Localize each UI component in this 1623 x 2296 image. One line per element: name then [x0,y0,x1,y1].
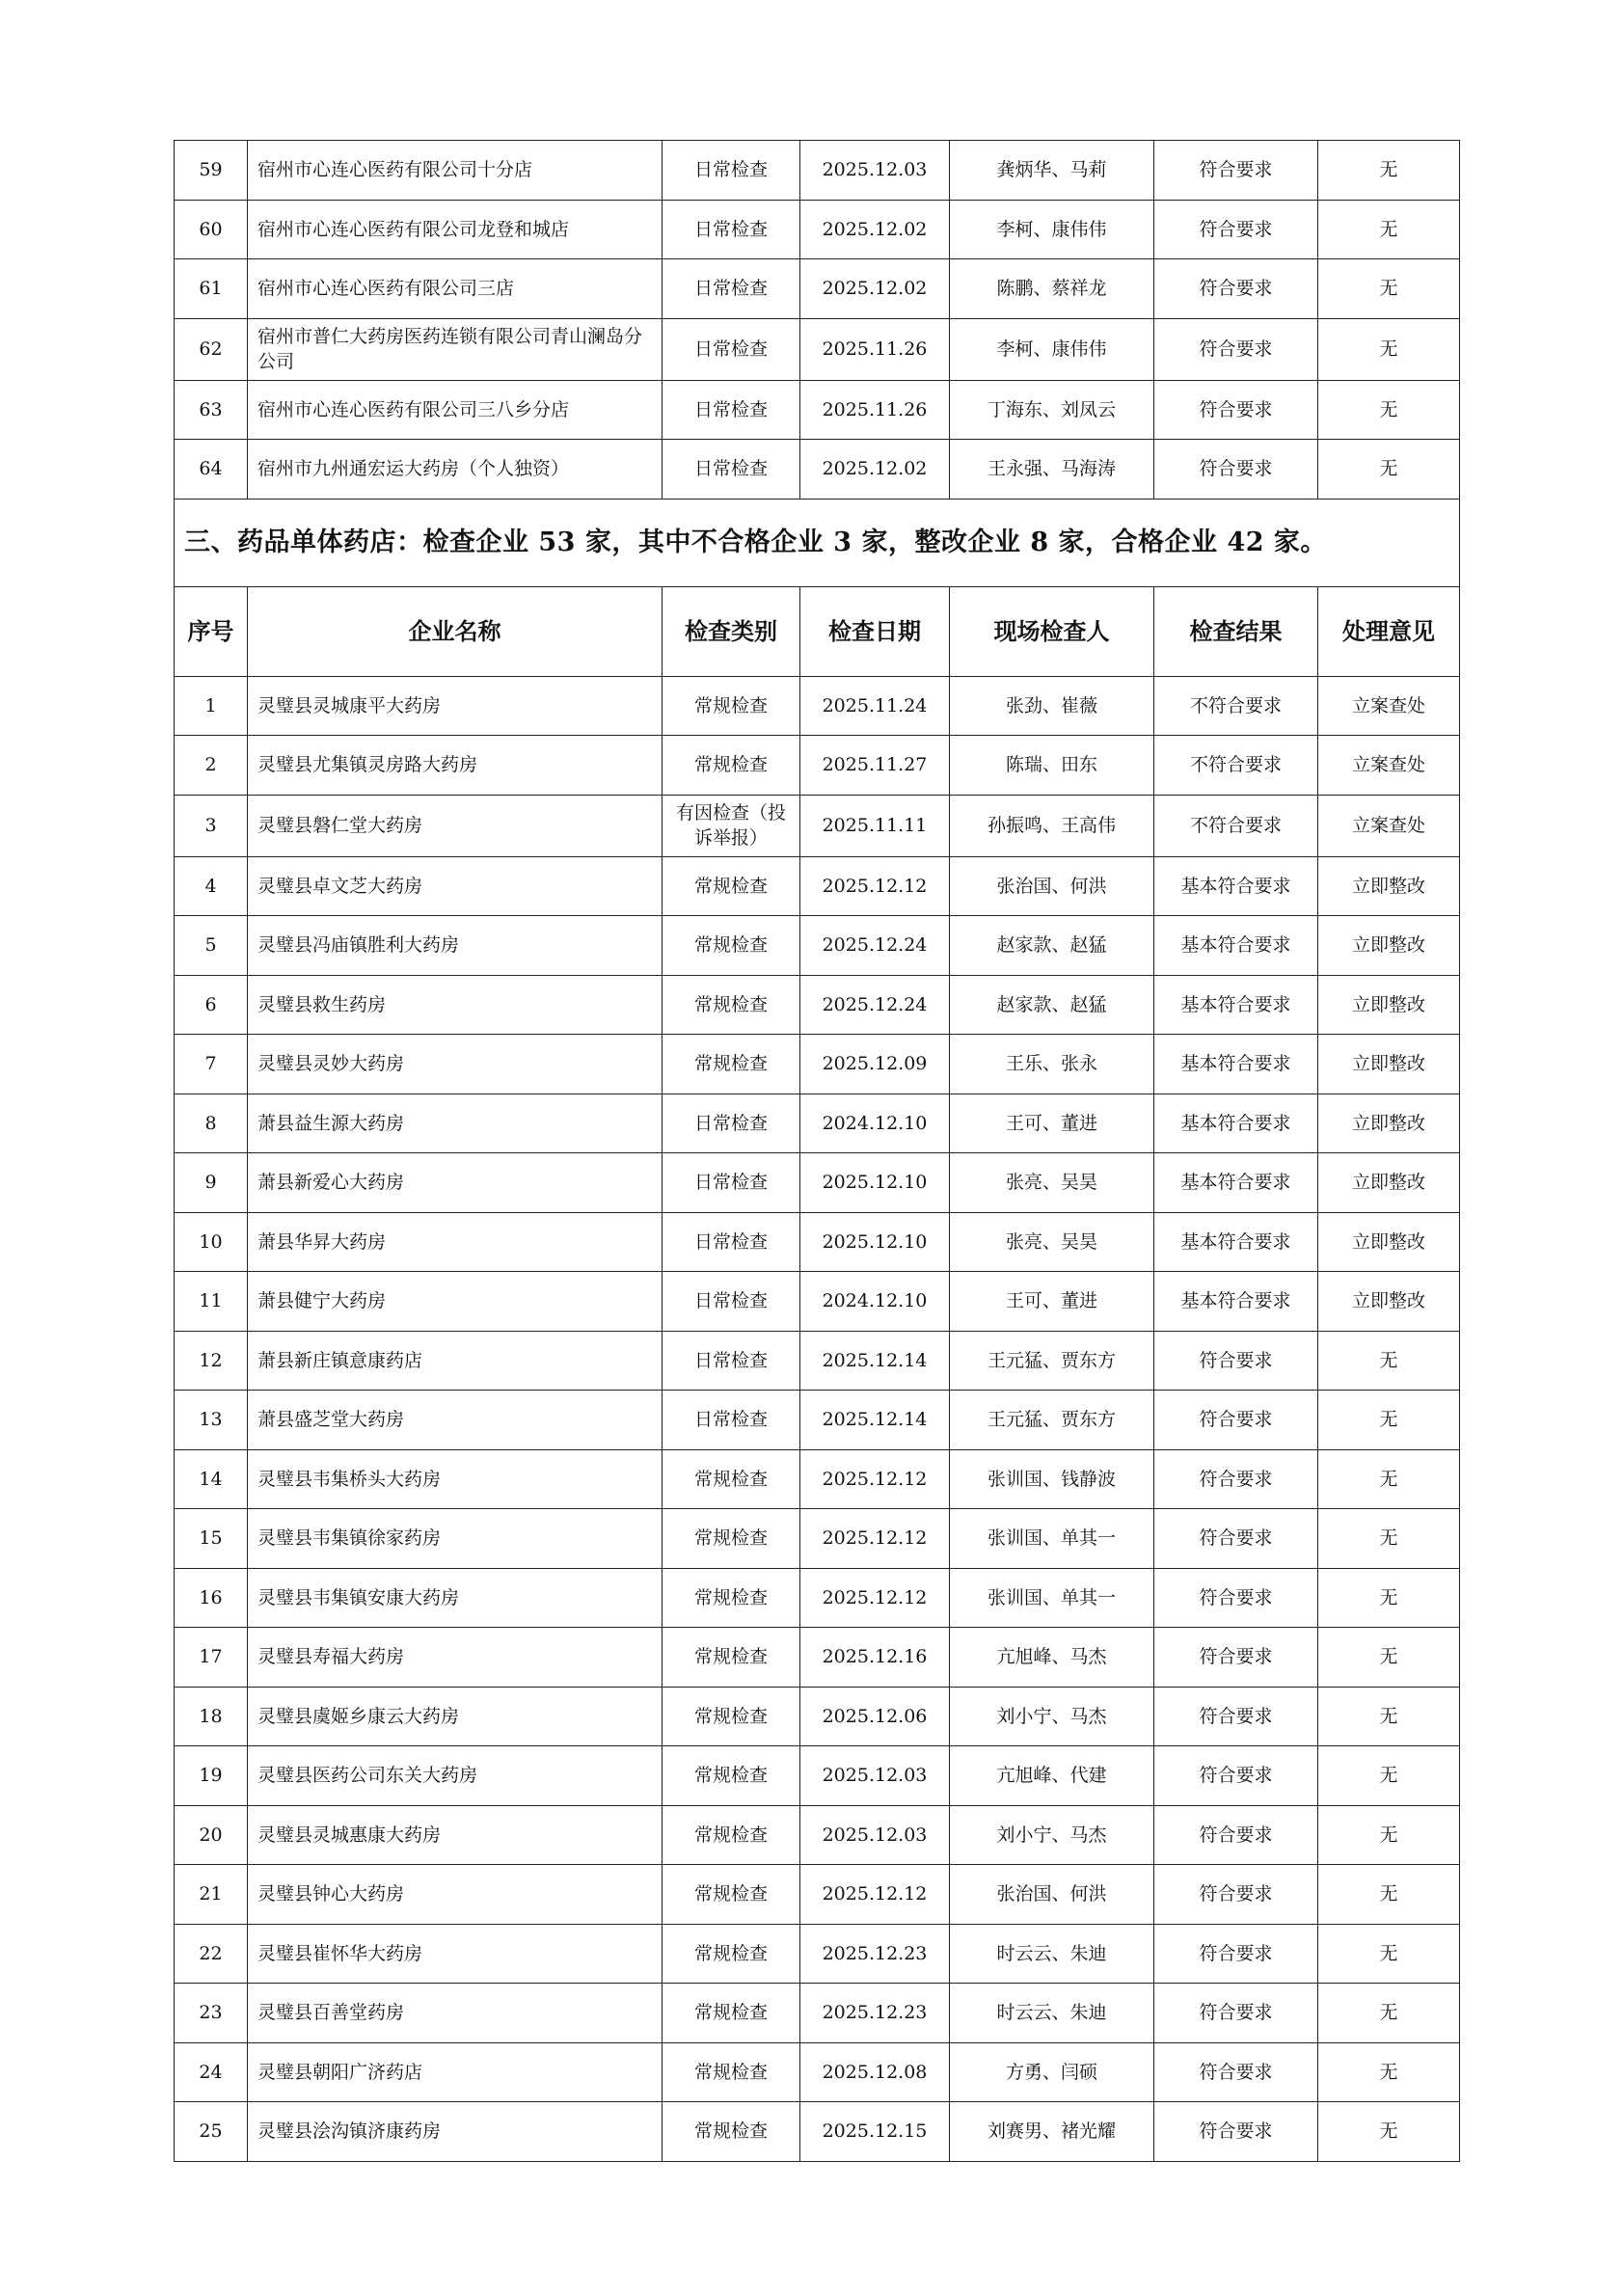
cell-no: 22 [175,1924,248,1984]
cell-action: 无 [1318,1568,1460,1628]
cell-inspectors: 张劲、崔薇 [950,676,1154,736]
cell-inspectors: 时云云、朱迪 [950,1924,1154,1984]
cell-action: 无 [1318,1924,1460,1984]
cell-no: 2 [175,736,248,796]
cell-type: 日常检查 [663,380,800,440]
header-no: 序号 [175,586,248,676]
table-row [175,259,1460,319]
cell-result: 符合要求 [1154,318,1318,380]
table-row [175,1984,1460,2043]
table-row [175,1568,1460,1628]
cell-result: 符合要求 [1154,141,1318,201]
cell-date: 2025.12.24 [800,975,950,1035]
cell-no: 6 [175,975,248,1035]
table-row [175,318,1460,380]
top-rows [175,141,1460,500]
cell-inspectors: 张治国、何洪 [950,1865,1154,1925]
table-row [175,1391,1460,1450]
table-row [175,1094,1460,1153]
cell-result: 符合要求 [1154,2102,1318,2162]
cell-no: 17 [175,1628,248,1688]
cell-inspectors: 王可、董进 [950,1272,1154,1332]
table-row [175,141,1460,201]
cell-type: 常规检查 [663,1924,800,1984]
cell-type: 常规检查 [663,975,800,1035]
cell-no: 18 [175,1687,248,1746]
cell-no: 60 [175,200,248,259]
cell-name: 灵璧县灵城惠康大药房 [248,1805,663,1865]
table-row [175,200,1460,259]
cell-result: 符合要求 [1154,440,1318,500]
cell-action: 无 [1318,141,1460,201]
cell-action: 立即整改 [1318,856,1460,916]
cell-date: 2025.12.10 [800,1153,950,1213]
cell-date: 2025.12.16 [800,1628,950,1688]
cell-inspectors: 张训国、单其一 [950,1509,1154,1569]
cell-type: 常规检查 [663,2042,800,2102]
cell-inspectors: 时云云、朱迪 [950,1984,1154,2043]
cell-inspectors: 赵家款、赵猛 [950,975,1154,1035]
cell-name: 萧县盛芝堂大药房 [248,1391,663,1450]
cell-date: 2024.12.10 [800,1272,950,1332]
cell-result: 符合要求 [1154,1984,1318,2043]
cell-no: 12 [175,1331,248,1391]
cell-date: 2025.12.23 [800,1924,950,1984]
cell-type: 常规检查 [663,1509,800,1569]
cell-type: 常规检查 [663,1984,800,2043]
cell-result: 基本符合要求 [1154,1272,1318,1332]
cell-date: 2025.12.15 [800,2102,950,2162]
cell-inspectors: 张亮、吴昊 [950,1212,1154,1272]
cell-type: 常规检查 [663,1449,800,1509]
cell-action: 无 [1318,380,1460,440]
cell-name: 灵璧县朝阳广济药店 [248,2042,663,2102]
cell-action: 立即整改 [1318,1094,1460,1153]
cell-no: 1 [175,676,248,736]
inspection-table [174,140,1460,2162]
cell-inspectors: 张亮、吴昊 [950,1153,1154,1213]
cell-inspectors: 亢旭峰、马杰 [950,1628,1154,1688]
table-row [175,2102,1460,2162]
cell-inspectors: 张训国、钱静波 [950,1449,1154,1509]
cell-no: 4 [175,856,248,916]
cell-no: 23 [175,1984,248,2043]
cell-inspectors: 孙振鸣、王高伟 [950,795,1154,856]
cell-type: 日常检查 [663,141,800,201]
cell-type: 有因检查（投诉举报） [663,795,800,856]
cell-name: 萧县健宁大药房 [248,1272,663,1332]
header-action: 处理意见 [1318,586,1460,676]
cell-date: 2024.12.10 [800,1094,950,1153]
cell-name: 萧县华昇大药房 [248,1212,663,1272]
cell-action: 无 [1318,318,1460,380]
table-row [175,1509,1460,1569]
cell-action: 无 [1318,1746,1460,1806]
cell-inspectors: 王乐、张永 [950,1035,1154,1094]
cell-no: 21 [175,1865,248,1925]
cell-date: 2025.12.14 [800,1331,950,1391]
cell-date: 2025.12.12 [800,856,950,916]
cell-result: 符合要求 [1154,1805,1318,1865]
cell-action: 立案查处 [1318,676,1460,736]
cell-type: 常规检查 [663,1805,800,1865]
cell-name: 灵璧县虞姬乡康云大药房 [248,1687,663,1746]
cell-type: 日常检查 [663,318,800,380]
cell-no: 20 [175,1805,248,1865]
cell-action: 立即整改 [1318,1153,1460,1213]
table-row [175,2042,1460,2102]
header-name: 企业名称 [248,586,663,676]
cell-date: 2025.12.02 [800,200,950,259]
table-row [175,440,1460,500]
cell-no: 19 [175,1746,248,1806]
cell-inspectors: 丁海东、刘凤云 [950,380,1154,440]
cell-date: 2025.12.10 [800,1212,950,1272]
cell-name: 萧县新庄镇意康药店 [248,1331,663,1391]
cell-inspectors: 陈鹏、蔡祥龙 [950,259,1154,319]
cell-name: 灵璧县寿福大药房 [248,1628,663,1688]
cell-result: 基本符合要求 [1154,916,1318,976]
cell-date: 2025.12.09 [800,1035,950,1094]
cell-no: 16 [175,1568,248,1628]
cell-no: 62 [175,318,248,380]
column-headers [175,586,1460,676]
header-type: 检查类别 [663,586,800,676]
cell-result: 符合要求 [1154,1568,1318,1628]
cell-no: 63 [175,380,248,440]
cell-type: 常规检查 [663,1628,800,1688]
cell-action: 无 [1318,1805,1460,1865]
cell-name: 灵璧县百善堂药房 [248,1984,663,2043]
cell-action: 无 [1318,1391,1460,1450]
cell-result: 符合要求 [1154,1865,1318,1925]
table-row [175,856,1460,916]
cell-date: 2025.12.03 [800,1746,950,1806]
cell-no: 25 [175,2102,248,2162]
cell-inspectors: 刘小宁、马杰 [950,1805,1154,1865]
cell-no: 24 [175,2042,248,2102]
table-row [175,676,1460,736]
cell-date: 2025.12.24 [800,916,950,976]
cell-date: 2025.12.02 [800,440,950,500]
cell-no: 3 [175,795,248,856]
cell-inspectors: 刘赛男、褚光耀 [950,2102,1154,2162]
cell-name: 灵璧县浍沟镇济康药房 [248,2102,663,2162]
cell-inspectors: 张治国、何洪 [950,856,1154,916]
cell-type: 日常检查 [663,1153,800,1213]
cell-result: 基本符合要求 [1154,1153,1318,1213]
table-row [175,916,1460,976]
cell-name: 灵璧县尤集镇灵房路大药房 [248,736,663,796]
cell-action: 立即整改 [1318,1272,1460,1332]
cell-result: 不符合要求 [1154,676,1318,736]
cell-inspectors: 亢旭峰、代建 [950,1746,1154,1806]
table-row [175,1628,1460,1688]
cell-name: 宿州市普仁大药房医药连锁有限公司青山澜岛分公司 [248,318,663,380]
cell-no: 59 [175,141,248,201]
cell-result: 符合要求 [1154,1391,1318,1450]
cell-result: 符合要求 [1154,1628,1318,1688]
cell-action: 立即整改 [1318,1035,1460,1094]
cell-date: 2025.11.24 [800,676,950,736]
cell-inspectors: 王永强、马海涛 [950,440,1154,500]
cell-name: 灵璧县冯庙镇胜利大药房 [248,916,663,976]
table-row [175,975,1460,1035]
cell-name: 宿州市九州通宏运大药房（个人独资） [248,440,663,500]
table-row [175,1212,1460,1272]
cell-action: 无 [1318,440,1460,500]
cell-type: 常规检查 [663,1687,800,1746]
cell-action: 无 [1318,200,1460,259]
cell-result: 符合要求 [1154,1509,1318,1569]
cell-type: 日常检查 [663,440,800,500]
table-row [175,1805,1460,1865]
cell-result: 符合要求 [1154,2042,1318,2102]
cell-no: 14 [175,1449,248,1509]
cell-date: 2025.11.26 [800,380,950,440]
table-row [175,1272,1460,1332]
cell-type: 常规检查 [663,1746,800,1806]
cell-no: 64 [175,440,248,500]
cell-name: 宿州市心连心医药有限公司三八乡分店 [248,380,663,440]
cell-name: 萧县新爱心大药房 [248,1153,663,1213]
cell-inspectors: 李柯、康伟伟 [950,200,1154,259]
cell-no: 9 [175,1153,248,1213]
cell-no: 5 [175,916,248,976]
cell-result: 符合要求 [1154,1331,1318,1391]
cell-name: 灵璧县崔怀华大药房 [248,1924,663,1984]
cell-action: 无 [1318,1509,1460,1569]
cell-date: 2025.12.03 [800,1805,950,1865]
cell-action: 无 [1318,1865,1460,1925]
cell-date: 2025.12.12 [800,1568,950,1628]
cell-name: 灵璧县韦集镇徐家药房 [248,1509,663,1569]
cell-no: 10 [175,1212,248,1272]
table-row [175,1746,1460,1806]
table-row [175,1687,1460,1746]
cell-inspectors: 龚炳华、马莉 [950,141,1154,201]
cell-type: 常规检查 [663,676,800,736]
cell-inspectors: 方勇、闫硕 [950,2042,1154,2102]
cell-date: 2025.12.12 [800,1509,950,1569]
cell-result: 基本符合要求 [1154,1212,1318,1272]
cell-inspectors: 赵家款、赵猛 [950,916,1154,976]
document-page [174,140,1459,2162]
cell-type: 日常检查 [663,1391,800,1450]
cell-date: 2025.11.11 [800,795,950,856]
cell-action: 立案查处 [1318,736,1460,796]
cell-result: 符合要求 [1154,1687,1318,1746]
cell-inspectors: 刘小宁、马杰 [950,1687,1154,1746]
cell-action: 无 [1318,259,1460,319]
cell-action: 立即整改 [1318,975,1460,1035]
cell-name: 灵璧县韦集镇安康大药房 [248,1568,663,1628]
cell-type: 日常检查 [663,259,800,319]
cell-date: 2025.11.27 [800,736,950,796]
cell-no: 8 [175,1094,248,1153]
cell-action: 立即整改 [1318,1212,1460,1272]
cell-inspectors: 王元猛、贾东方 [950,1391,1154,1450]
table-row [175,1035,1460,1094]
main-rows [175,676,1460,2161]
header-date: 检查日期 [800,586,950,676]
cell-result: 不符合要求 [1154,736,1318,796]
cell-no: 7 [175,1035,248,1094]
cell-action: 无 [1318,1331,1460,1391]
cell-result: 符合要求 [1154,1924,1318,1984]
cell-name: 灵璧县韦集桥头大药房 [248,1449,663,1509]
cell-inspectors: 王元猛、贾东方 [950,1331,1154,1391]
cell-name: 灵璧县磐仁堂大药房 [248,795,663,856]
cell-action: 无 [1318,1984,1460,2043]
cell-name: 灵璧县卓文芝大药房 [248,856,663,916]
cell-type: 常规检查 [663,736,800,796]
cell-date: 2025.12.08 [800,2042,950,2102]
cell-name: 宿州市心连心医药有限公司三店 [248,259,663,319]
table-row [175,736,1460,796]
cell-action: 无 [1318,2102,1460,2162]
table-row [175,795,1460,856]
cell-action: 无 [1318,2042,1460,2102]
cell-result: 符合要求 [1154,1746,1318,1806]
cell-name: 灵璧县灵城康平大药房 [248,676,663,736]
cell-result: 符合要求 [1154,200,1318,259]
cell-no: 15 [175,1509,248,1569]
cell-date: 2025.12.12 [800,1449,950,1509]
cell-action: 无 [1318,1449,1460,1509]
cell-type: 常规检查 [663,916,800,976]
cell-action: 立即整改 [1318,916,1460,976]
cell-date: 2025.12.02 [800,259,950,319]
cell-type: 常规检查 [663,2102,800,2162]
cell-result: 符合要求 [1154,380,1318,440]
cell-inspectors: 王可、董进 [950,1094,1154,1153]
cell-date: 2025.12.03 [800,141,950,201]
cell-date: 2025.12.23 [800,1984,950,2043]
cell-date: 2025.12.14 [800,1391,950,1450]
cell-inspectors: 张训国、单其一 [950,1568,1154,1628]
cell-action: 立案查处 [1318,795,1460,856]
cell-name: 灵璧县灵妙大药房 [248,1035,663,1094]
cell-action: 无 [1318,1687,1460,1746]
cell-name: 宿州市心连心医药有限公司龙登和城店 [248,200,663,259]
table-row [175,1449,1460,1509]
cell-type: 常规检查 [663,1568,800,1628]
cell-type: 日常检查 [663,200,800,259]
cell-date: 2025.11.26 [800,318,950,380]
header-result: 检查结果 [1154,586,1318,676]
cell-date: 2025.12.06 [800,1687,950,1746]
cell-type: 常规检查 [663,1865,800,1925]
cell-name: 宿州市心连心医药有限公司十分店 [248,141,663,201]
section-header [175,499,1460,676]
cell-result: 不符合要求 [1154,795,1318,856]
cell-type: 日常检查 [663,1094,800,1153]
cell-type: 日常检查 [663,1212,800,1272]
cell-type: 日常检查 [663,1272,800,1332]
cell-result: 基本符合要求 [1154,1094,1318,1153]
table-row [175,1153,1460,1213]
table-row [175,380,1460,440]
cell-name: 灵璧县钟心大药房 [248,1865,663,1925]
cell-inspectors: 李柯、康伟伟 [950,318,1154,380]
cell-type: 日常检查 [663,1331,800,1391]
table-row [175,1924,1460,1984]
cell-name: 灵璧县救生药房 [248,975,663,1035]
cell-type: 常规检查 [663,1035,800,1094]
cell-action: 无 [1318,1628,1460,1688]
cell-name: 萧县益生源大药房 [248,1094,663,1153]
cell-no: 13 [175,1391,248,1450]
cell-result: 符合要求 [1154,1449,1318,1509]
cell-type: 常规检查 [663,856,800,916]
cell-result: 基本符合要求 [1154,1035,1318,1094]
cell-no: 11 [175,1272,248,1332]
table-row [175,1865,1460,1925]
cell-result: 基本符合要求 [1154,975,1318,1035]
cell-no: 61 [175,259,248,319]
cell-result: 符合要求 [1154,259,1318,319]
cell-result: 基本符合要求 [1154,856,1318,916]
header-inspectors: 现场检查人 [950,586,1154,676]
section-title: 三、药品单体药店：检查企业 53 家，其中不合格企业 3 家，整改企业 8 家，合格企业 42 家。 [175,499,1460,586]
cell-date: 2025.12.12 [800,1865,950,1925]
table-row [175,1331,1460,1391]
cell-name: 灵璧县医药公司东关大药房 [248,1746,663,1806]
cell-inspectors: 陈瑞、田东 [950,736,1154,796]
